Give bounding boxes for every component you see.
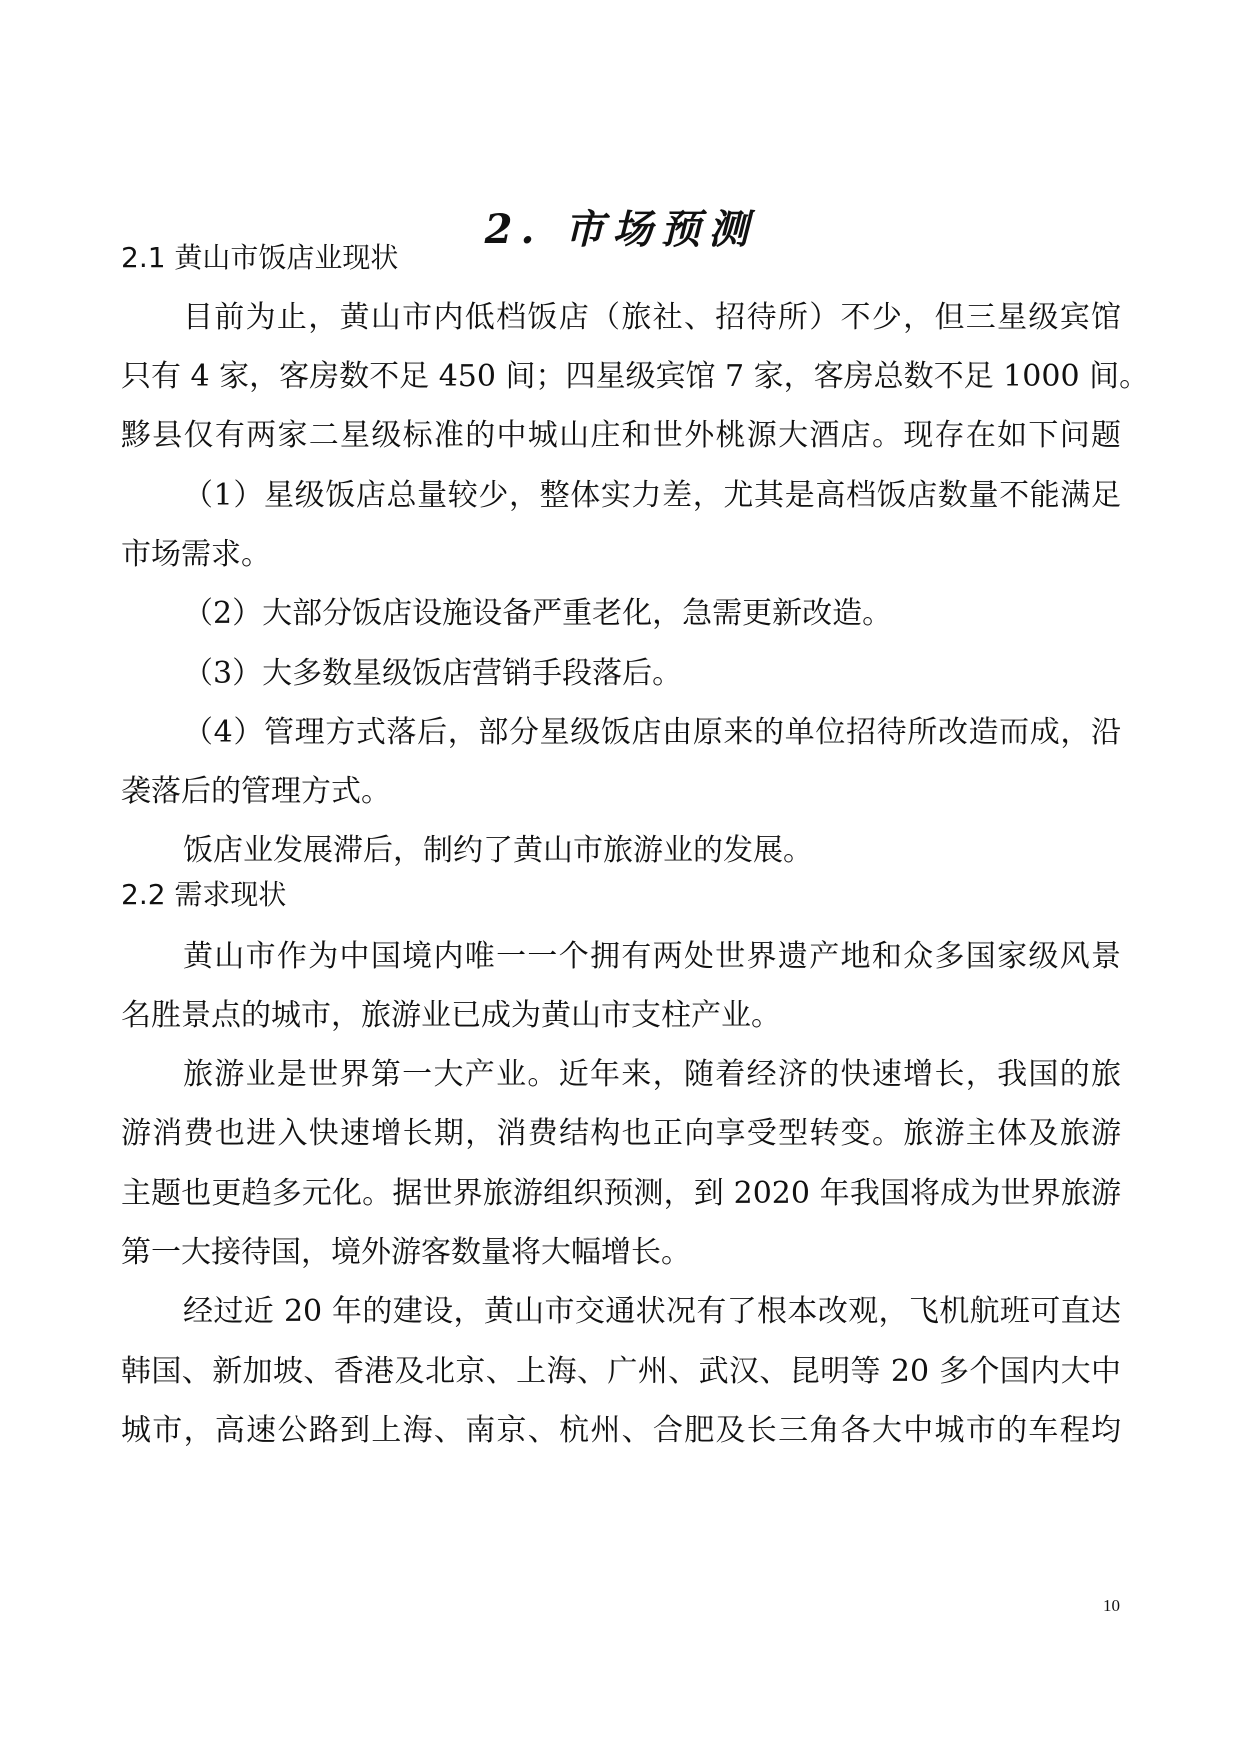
paragraph-line: 主题也更趋多元化。据世界旅游组织预测，到 2020 年我国将成为世界旅游 (121, 1176, 1121, 1211)
list-item-line: 袭落后的管理方式。 (121, 774, 391, 809)
paragraph-line: 第一大接待国，境外游客数量将大幅增长。 (121, 1235, 691, 1270)
paragraph-line: 旅游业是世界第一大产业。近年来，随着经济的快速增长，我国的旅 (183, 1057, 1121, 1092)
paragraph-line: 游消费也进入快速增长期，消费结构也正向享受型转变。旅游主体及旅游 (121, 1116, 1121, 1151)
paragraph-line: 只有 4 家，客房数不足 450 间；四星级宾馆 7 家，客房总数不足 1000 间。 (121, 359, 1150, 394)
paragraph-line: 黄山市作为中国境内唯一一个拥有两处世界遗产地和众多国家级风景 (183, 939, 1121, 974)
page-number: 10 (1103, 1596, 1120, 1615)
list-item-line: 市场需求。 (121, 537, 271, 572)
list-item-line: （4）管理方式落后，部分星级饭店由原来的单位招待所改造而成，沿 (183, 715, 1121, 750)
list-item-line: （2）大部分饭店设施设备严重老化，急需更新改造。 (183, 596, 893, 631)
paragraph-line: 目前为止，黄山市内低档饭店（旅社、招待所）不少，但三星级宾馆 (183, 300, 1121, 335)
paragraph-line: 城市，高速公路到上海、南京、杭州、合肥及长三角各大中城市的车程均 (121, 1413, 1121, 1448)
chapter-title: 2. 市场预测 (484, 206, 757, 253)
list-item-line: （1）星级饭店总量较少，整体实力差，尤其是高档饭店数量不能满足 (183, 478, 1121, 513)
paragraph-line: 黟县仅有两家二星级标准的中城山庄和世外桃源大酒店。现存在如下问题 (121, 418, 1121, 453)
paragraph-line: 经过近 20 年的建设，黄山市交通状况有了根本改观，飞机航班可直达 (183, 1294, 1121, 1329)
section-heading-2-1: 2.1 黄山市饭店业现状 (121, 241, 399, 274)
paragraph-line: 韩国、新加坡、香港及北京、上海、广州、武汉、昆明等 20 多个国内大中 (121, 1354, 1121, 1389)
list-item-line: （3）大多数星级饭店营销手段落后。 (183, 656, 683, 691)
paragraph-line: 名胜景点的城市，旅游业已成为黄山市支柱产业。 (121, 998, 781, 1033)
section-heading-2-2: 2.2 需求现状 (121, 878, 287, 911)
paragraph-line: 饭店业发展滞后，制约了黄山市旅游业的发展。 (183, 833, 813, 868)
